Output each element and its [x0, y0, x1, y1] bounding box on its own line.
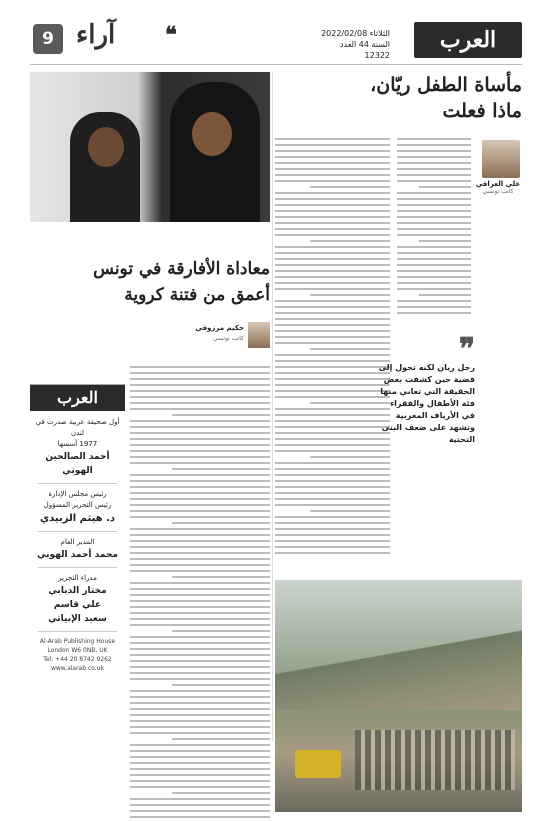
quote-icon: ❞ [458, 332, 475, 367]
text-line [130, 654, 270, 656]
right-author [474, 140, 522, 195]
text-line [130, 408, 270, 410]
text-line [130, 552, 270, 554]
text-line [130, 678, 270, 680]
text-line [130, 660, 270, 662]
text-line [130, 510, 270, 512]
text-line [275, 258, 390, 260]
text-line [310, 456, 391, 458]
founder-name: أحمد الصالحين الهوني [45, 452, 110, 476]
text-line [130, 486, 270, 488]
text-line [275, 168, 390, 170]
text-line [130, 690, 270, 692]
text-line [275, 138, 390, 140]
issue-date: الثلاثاء 2022/02/08 [321, 29, 390, 38]
text-line [130, 750, 270, 752]
text-line [397, 210, 471, 212]
section-title: آراء [76, 20, 116, 50]
text-line [130, 516, 270, 518]
author-avatar [248, 322, 270, 348]
text-line [275, 438, 390, 440]
issue-number: السنة 44 العدد 12322 [339, 40, 390, 60]
text-line [130, 504, 270, 506]
text-line [130, 666, 270, 668]
tagline: أول صحيفة عربية صدرت في لندن [35, 418, 120, 437]
author-role: كاتب تونسي [482, 188, 514, 195]
director-name: محمد أحمد الهوني [37, 550, 118, 560]
text-line [275, 318, 390, 320]
text-line [275, 270, 390, 272]
text-line [130, 474, 270, 476]
text-line [130, 582, 270, 584]
right-article [275, 72, 522, 444]
left-article [30, 72, 270, 672]
text-line [397, 246, 471, 248]
left-headline-line1: معاداة الأفارقة في تونس [93, 259, 270, 279]
publisher-address: Al-Arab Publishing House [39, 638, 116, 645]
text-line [275, 552, 390, 554]
text-line [130, 588, 270, 590]
text-line [172, 522, 270, 524]
text-line [275, 204, 390, 206]
text-line [130, 384, 270, 386]
text-line [130, 372, 270, 374]
text-line [397, 204, 471, 206]
text-line [275, 306, 390, 308]
text-line [130, 456, 270, 458]
text-line [130, 702, 270, 704]
author-avatar [482, 140, 520, 178]
quote-icon: ❝ [165, 22, 177, 48]
text-line [130, 426, 270, 428]
text-line [130, 744, 270, 746]
text-line [275, 342, 390, 344]
text-line [130, 444, 270, 446]
pull-quote [375, 332, 475, 446]
text-line [130, 396, 270, 398]
text-line [130, 768, 270, 770]
migrants-photo [30, 72, 270, 222]
editors-title: مدراء التحرير [58, 574, 97, 582]
text-line [275, 180, 390, 182]
chairman-title: رئيس مجلس الإدارة [48, 490, 107, 498]
editor-name: علي قاسم [53, 600, 102, 610]
text-line [130, 612, 270, 614]
text-line [275, 366, 390, 368]
text-line [130, 402, 270, 404]
text-line [275, 192, 390, 194]
text-line [130, 450, 270, 452]
text-line [275, 282, 390, 284]
text-line [275, 504, 390, 506]
text-line [275, 276, 390, 278]
text-line [130, 528, 270, 530]
author-name: حكيم مرزوقي [195, 324, 244, 332]
left-author [180, 322, 270, 352]
text-line [397, 252, 471, 254]
text-line [130, 390, 270, 392]
text-line [172, 684, 270, 686]
text-line [275, 360, 390, 362]
text-line [275, 228, 390, 230]
tagline-year: 1977 أسسها [57, 440, 98, 448]
text-line [130, 540, 270, 542]
text-line [275, 486, 390, 488]
text-line [397, 276, 471, 278]
text-line [397, 312, 471, 314]
text-line [130, 558, 270, 560]
text-line [130, 498, 270, 500]
text-line [275, 540, 390, 542]
text-line [130, 492, 270, 494]
text-line [130, 786, 270, 788]
excavator-shape [295, 750, 341, 778]
text-line [130, 618, 270, 620]
text-line [397, 258, 471, 260]
text-line [130, 600, 270, 602]
text-line [419, 240, 471, 242]
text-line [310, 510, 391, 512]
text-line [130, 648, 270, 650]
text-line [275, 234, 390, 236]
text-line [397, 198, 471, 200]
text-line [172, 414, 270, 416]
text-line [130, 432, 270, 434]
text-line [275, 198, 390, 200]
text-line [275, 264, 390, 266]
text-line [275, 378, 390, 380]
text-line [130, 438, 270, 440]
text-line [275, 246, 390, 248]
text-line [130, 762, 270, 764]
text-line [397, 180, 471, 182]
left-body-text [130, 362, 270, 821]
text-line [397, 168, 471, 170]
left-headline [30, 256, 270, 308]
text-line [275, 372, 390, 374]
issue-info [320, 28, 390, 61]
left-headline-line2: أعمق من فتنة كروية [124, 285, 270, 305]
sidebar-logo: العرب [30, 385, 125, 411]
text-line [397, 270, 471, 272]
text-line [397, 162, 471, 164]
pull-quote-text: رحل ريان لكنه تحول إلى قضية حين كشفت بعض الحقيقة التي تعاني منها فئة الأطفال والفقراء في الأرياف المغربية وتشهد على ضعف البنى التحتية [378, 363, 475, 444]
text-line [172, 630, 270, 632]
text-line [275, 300, 390, 302]
text-line [419, 294, 471, 296]
text-line [275, 534, 390, 536]
text-line [310, 294, 391, 296]
masthead-box [30, 384, 125, 673]
editor-name: مختار الدبابي [48, 586, 107, 596]
text-line [275, 528, 390, 530]
text-line [397, 264, 471, 266]
text-line [275, 546, 390, 548]
text-line [397, 144, 471, 146]
text-line [130, 564, 270, 566]
text-line [130, 708, 270, 710]
text-line [130, 636, 270, 638]
text-line [397, 282, 471, 284]
text-line [275, 312, 390, 314]
text-line [397, 174, 471, 176]
text-line [397, 192, 471, 194]
text-line [397, 156, 471, 158]
right-headline-line2: ماذا فعلت [442, 100, 522, 122]
text-line [275, 420, 390, 422]
text-line [275, 216, 390, 218]
masthead-logo: العرب [414, 22, 522, 58]
text-line [130, 816, 270, 818]
text-line [130, 672, 270, 674]
publisher-phone: Tel: +44 20 8742 9262 [43, 656, 112, 663]
publisher-web[interactable]: www.alarab.co.uk [50, 665, 104, 672]
text-line [130, 366, 270, 368]
text-line [172, 576, 270, 578]
text-line [130, 756, 270, 758]
text-line [275, 174, 390, 176]
text-line [130, 378, 270, 380]
right-headline-line1: مأساة الطفل ريّان، [370, 74, 522, 96]
text-line [130, 480, 270, 482]
rescue-scene-photo [275, 580, 522, 812]
text-line [275, 324, 390, 326]
text-line [397, 306, 471, 308]
text-line [130, 726, 270, 728]
text-line [397, 300, 471, 302]
text-line [130, 642, 270, 644]
text-line [275, 468, 390, 470]
text-line [130, 798, 270, 800]
text-line [172, 792, 270, 794]
text-line [275, 252, 390, 254]
text-line [275, 432, 390, 434]
text-line [130, 462, 270, 464]
text-line [275, 288, 390, 290]
text-line [130, 570, 270, 572]
text-line [275, 156, 390, 158]
text-line [310, 186, 391, 188]
text-line [275, 450, 390, 452]
text-line [275, 498, 390, 500]
text-line [275, 354, 390, 356]
text-line [130, 774, 270, 776]
text-line [172, 468, 270, 470]
text-line [275, 492, 390, 494]
text-line [130, 606, 270, 608]
author-role: كاتب تونسي [213, 335, 244, 342]
text-line [130, 780, 270, 782]
text-line [130, 732, 270, 734]
text-line [130, 714, 270, 716]
page-number: 9 [33, 24, 63, 54]
text-line [275, 330, 390, 332]
text-line [275, 384, 390, 386]
text-line [130, 624, 270, 626]
text-line [130, 594, 270, 596]
text-line [130, 696, 270, 698]
text-line [130, 720, 270, 722]
text-line [397, 150, 471, 152]
text-line [275, 426, 390, 428]
text-line [275, 144, 390, 146]
chairman-subtitle: رئيس التحرير المسؤول [43, 501, 112, 509]
text-line [275, 408, 390, 410]
text-line [130, 804, 270, 806]
text-line [130, 810, 270, 812]
editor-name: سعيد الإبياتي [48, 614, 107, 624]
text-line [275, 444, 390, 446]
text-line [275, 162, 390, 164]
text-line [275, 222, 390, 224]
text-line [275, 516, 390, 518]
text-line [397, 222, 471, 224]
text-line [310, 240, 391, 242]
publisher-city: London W6 0NB, UK [47, 647, 108, 654]
text-line [275, 396, 390, 398]
text-line [275, 522, 390, 524]
text-line [275, 474, 390, 476]
right-headline [275, 72, 522, 124]
text-line [275, 414, 390, 416]
text-line [397, 216, 471, 218]
text-line [275, 336, 390, 338]
column-divider [272, 72, 273, 742]
text-line [397, 288, 471, 290]
text-line [275, 150, 390, 152]
director-title: المدير العام [60, 538, 95, 546]
text-line [397, 228, 471, 230]
page-header [30, 20, 522, 65]
text-line [130, 420, 270, 422]
text-line [397, 234, 471, 236]
text-line [130, 546, 270, 548]
text-line [275, 462, 390, 464]
chairman-name: د. هيثم الزبيدي [39, 513, 115, 524]
author-name: علي العراقي [475, 180, 521, 188]
text-line [172, 738, 270, 740]
text-line [275, 390, 390, 392]
text-line [397, 138, 471, 140]
text-line [275, 480, 390, 482]
text-line [130, 534, 270, 536]
text-line [275, 210, 390, 212]
text-line [419, 186, 471, 188]
